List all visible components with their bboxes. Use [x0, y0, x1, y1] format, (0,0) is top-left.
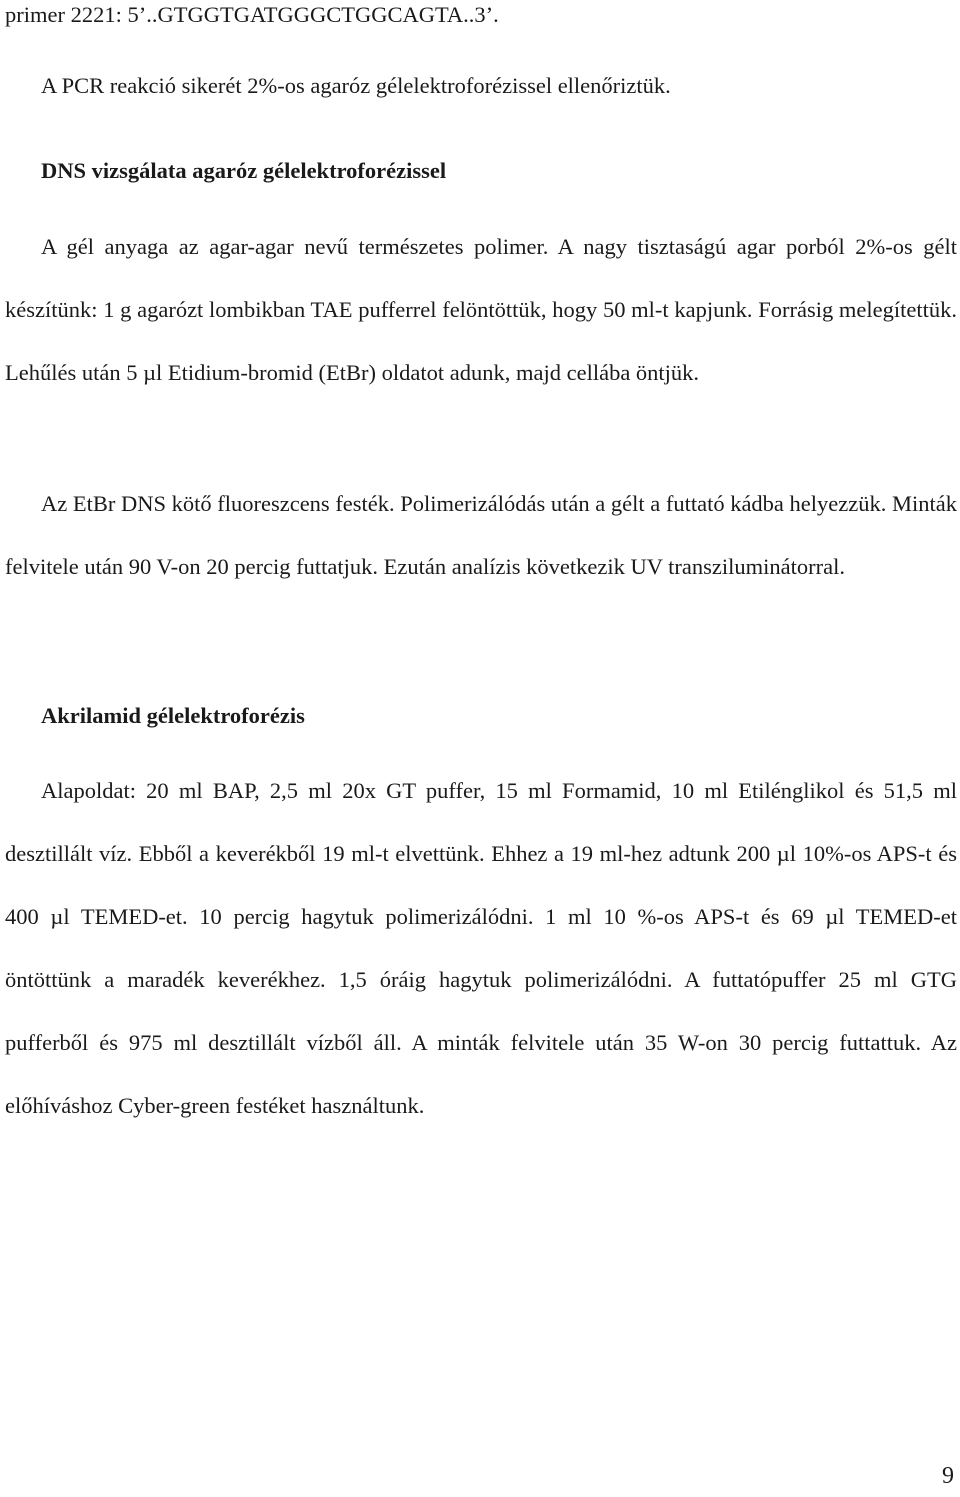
document-page [5, 0, 957, 1497]
section-heading-agarose: DNS vizsgálata agaróz gélelektroforézissel [41, 158, 447, 183]
pcr-check-text: A PCR reakció sikerét 2%-os agaróz gélelektroforézissel ellenőriztük. [41, 73, 671, 98]
agarose-paragraph-2: Az EtBr DNS kötő fluoreszcens festék. Polimerizálódás után a gélt a futtató kádba helyezzük. Minták felvitele után 90 V-on 20 percig futtatjuk. Ezután analízis következik UV transziluminátorral. [5, 491, 957, 579]
acrylamide-paragraph: Alapoldat: 20 ml BAP, 2,5 ml 20x GT puffer, 15 ml Formamid, 10 ml Etilénglikol és 51,5 ml desztillált víz. Ebből a keverékből 19 ml-t elvettünk. Ehhez a 19 ml-hez adtunk 200 µl 10%-os APS-t és 400 µl TEMED-et. 10 percig hagytuk polimerizálódni. 1 ml 10 %-os APS-t és 69 µl TEMED-et öntöttünk a maradék keverékhez. 1,5 óráig hagytuk polimerizálódni. A futtatópuffer 25 ml GTG pufferből és 975 ml desztillált vízből áll. A minták felvitele után 35 W-on 30 percig futtattuk. Az előhíváshoz Cyber-green festéket használtunk. [5, 778, 957, 1118]
page-number: 9 [942, 1463, 954, 1489]
section-heading-acrylamide: Akrilamid gélelektroforézis [41, 703, 305, 728]
primer-line: primer 2221: 5’..GTGGTGATGGGCTGGCAGTA..3’. [5, 2, 499, 27]
agarose-paragraph-1: A gél anyaga az agar-agar nevű természetes polimer. A nagy tisztaságú agar porból 2%-os gélt készítünk: 1 g agarózt lombikban TAE pufferrel felöntöttük, hogy 50 ml-t kapjunk. Forrásig melegítettük. Lehűlés után 5 µl Etidium-bromid (EtBr) oldatot adunk, majd cellába öntjük. [5, 234, 957, 385]
